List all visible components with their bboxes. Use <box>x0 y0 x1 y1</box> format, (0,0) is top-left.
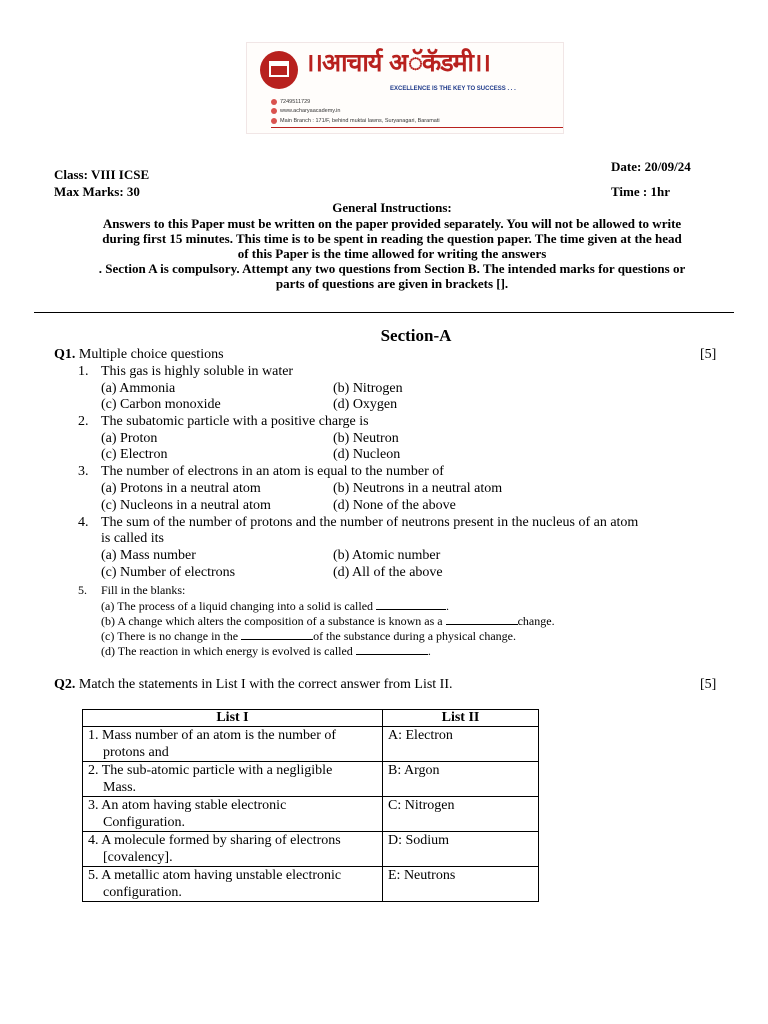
list-2-cell: C: Nitrogen <box>383 797 539 832</box>
fill-blank-d-end: . <box>427 644 431 658</box>
mcq-3-stem: The number of electrons in an atom is equal to the number of <box>101 464 444 479</box>
fill-blank-a-end: . <box>446 599 450 613</box>
table-row <box>83 797 539 832</box>
address-line <box>271 118 440 124</box>
table-row <box>83 727 539 762</box>
website: www.acharyaacademy.in <box>280 108 341 114</box>
fill-blank-d <box>101 643 431 659</box>
q1-text: Multiple choice questions <box>78 347 224 362</box>
instructions-line-4: . Section A is compulsory. Attempt any two questions from Section B. The intended marks for questions or <box>98 261 686 276</box>
match-table <box>82 709 539 902</box>
fill-blank-b <box>101 613 555 629</box>
website-line <box>271 108 340 114</box>
list-1-text-cont: Mass. <box>103 780 137 795</box>
list-1-text-cont: Configuration. <box>103 815 186 830</box>
fill-blank-c <box>101 628 516 644</box>
blank-line <box>446 613 518 625</box>
address: Main Branch : 171/F, behind muktai lawns, Suryanagari, Baramati <box>280 118 440 124</box>
q2-text: Match the statements in List I with the correct answer from List II. <box>78 677 453 692</box>
q2-marks: [5] <box>700 677 717 692</box>
list-1-text: 3. An atom having stable electronic <box>88 798 287 813</box>
letterhead-divider <box>271 127 563 128</box>
list-2-header: List II <box>383 710 539 727</box>
blank-line <box>241 628 313 640</box>
mcq-4-option-a: (a) Mass number <box>101 548 196 563</box>
mcq-3-option-d: (d) None of the above <box>333 498 456 513</box>
phone-line <box>271 99 310 105</box>
list-1-cell <box>83 762 383 797</box>
blank-line <box>356 643 428 655</box>
list-1-text: 5. A metallic atom having unstable electronic <box>88 868 342 883</box>
mcq-1-option-d: (d) Oxygen <box>333 397 398 412</box>
exam-time: Time : 1hr <box>611 184 670 199</box>
phone-icon <box>271 99 277 105</box>
academy-tagline: EXCELLENCE IS THE KEY TO SUCCESS . . . <box>390 86 516 92</box>
list-2-cell: A: Electron <box>383 727 539 762</box>
table-row <box>83 867 539 902</box>
mcq-3-option-a: (a) Protons in a neutral atom <box>101 481 261 496</box>
blank-line <box>376 598 446 610</box>
list-2-cell: B: Argon <box>383 762 539 797</box>
mcq-3-option-b: (b) Neutrons in a neutral atom <box>333 481 503 496</box>
instructions-line-2: during first 15 minutes. This time is to be spent in reading the question paper. The time given at the head <box>102 231 682 246</box>
table-row <box>83 762 539 797</box>
list-1-text: 2. The sub-atomic particle with a negligible <box>88 763 333 778</box>
instructions-line-3: of this Paper is the time allowed for writing the answers <box>237 246 547 261</box>
academy-logo-text: ।।आचार्य अॅकॅडमी।। <box>305 48 490 77</box>
instructions-line-1: Answers to this Paper must be written on the paper provided separately. You will not be allowed to write <box>102 216 682 231</box>
academy-seal-icon <box>260 51 298 89</box>
fill-blank-a-text: (a) The process of a liquid changing into a solid is called <box>101 599 377 613</box>
mcq-1-stem: This gas is highly soluble in water <box>101 364 294 379</box>
list-1-text-cont: protons and <box>103 745 169 760</box>
table-row <box>83 832 539 867</box>
mcq-1-option-b: (b) Nitrogen <box>333 381 403 396</box>
instructions-line-5: parts of questions are given in brackets []. <box>275 276 509 291</box>
table-header-row <box>83 710 539 727</box>
section-a-title: Section-A <box>380 326 452 345</box>
list-1-cell <box>83 727 383 762</box>
mcq-1-option-a: (a) Ammonia <box>101 381 176 396</box>
mcq-4-option-d: (d) All of the above <box>333 565 443 580</box>
q1-heading <box>54 347 224 363</box>
fill-blanks-number: 5. <box>78 583 87 597</box>
mcq-4-option-c: (c) Number of electrons <box>101 565 236 580</box>
mcq-2-stem: The subatomic particle with a positive charge is <box>101 414 369 429</box>
mcq-2-option-c: (c) Electron <box>101 447 168 462</box>
q2-label: Q2. <box>54 677 76 692</box>
list-1-header: List I <box>83 710 383 727</box>
mcq-4-option-b: (b) Atomic number <box>333 548 441 563</box>
fill-blank-a <box>101 598 449 614</box>
fill-blank-d-text: (d) The reaction in which energy is evolved is called <box>101 644 356 658</box>
mcq-1-option-c: (c) Carbon monoxide <box>101 397 221 412</box>
list-1-text-cont: configuration. <box>103 885 182 900</box>
list-2-cell: E: Neutrons <box>383 867 539 902</box>
list-1-cell <box>83 797 383 832</box>
mcq-3-number: 3. <box>78 464 89 479</box>
mcq-2-option-a: (a) Proton <box>101 431 158 446</box>
list-2-cell: D: Sodium <box>383 832 539 867</box>
mcq-2-option-d: (d) Nucleon <box>333 447 401 462</box>
list-1-text-cont: [covalency]. <box>103 850 173 865</box>
mcq-1-number: 1. <box>78 364 89 379</box>
mcq-2-option-b: (b) Neutron <box>333 431 399 446</box>
mcq-4-stem-continued: is called its <box>101 531 164 546</box>
list-1-cell <box>83 832 383 867</box>
mcq-4-number: 4. <box>78 515 89 530</box>
q1-label: Q1. <box>54 347 76 362</box>
max-marks: Max Marks: 30 <box>54 184 140 199</box>
fill-blanks-stem: Fill in the blanks: <box>101 583 186 597</box>
exam-date: Date: 20/09/24 <box>611 159 691 174</box>
fill-blank-b-text: (b) A change which alters the composition of a substance is known as a <box>101 614 446 628</box>
q2-heading <box>54 677 453 693</box>
mcq-2-number: 2. <box>78 414 89 429</box>
class-label: Class: VIII ICSE <box>54 167 150 182</box>
location-icon <box>271 118 277 124</box>
mcq-4-stem: The sum of the number of protons and the number of neutrons present in the nucleus of an atom <box>101 515 639 530</box>
list-1-text: 1. Mass number of an atom is the number of <box>88 728 337 743</box>
header-divider <box>34 312 734 313</box>
fill-blank-b-end: change. <box>517 614 555 628</box>
globe-icon <box>271 108 277 114</box>
instructions-title: General Instructions: <box>332 200 452 215</box>
academy-letterhead <box>246 42 564 134</box>
fill-blank-c-text: (c) There is no change in the <box>101 629 242 643</box>
q1-marks: [5] <box>700 347 717 362</box>
mcq-3-option-c: (c) Nucleons in a neutral atom <box>101 498 271 513</box>
phone-number: 7249511729 <box>280 99 311 105</box>
fill-blank-c-end: of the substance during a physical change. <box>313 629 516 643</box>
list-1-cell <box>83 867 383 902</box>
list-1-text: 4. A molecule formed by sharing of electrons <box>88 833 341 848</box>
